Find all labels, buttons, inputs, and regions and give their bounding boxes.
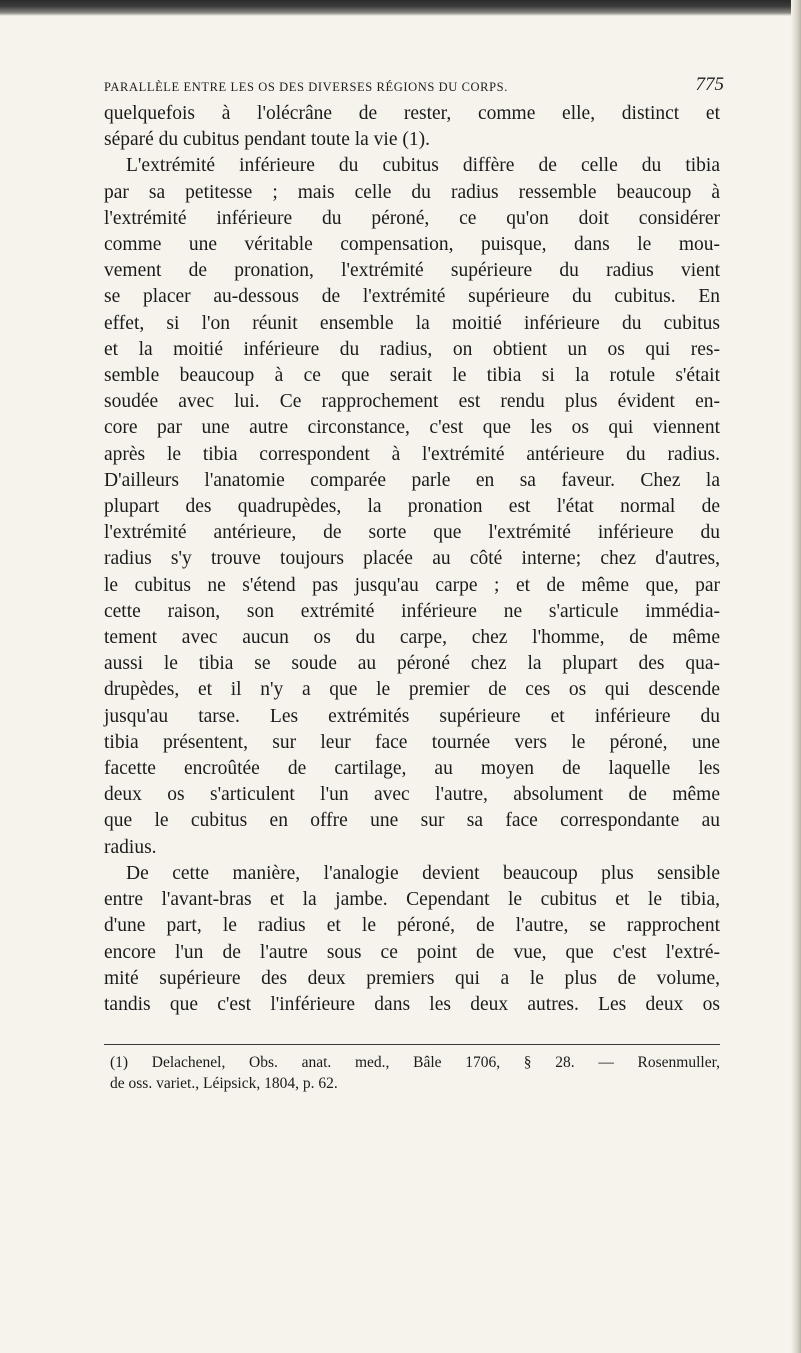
text-line: plupart des quadrupèdes, la pronation est l'état normal de: [104, 496, 720, 518]
text-line: après le tibia correspondent à l'extrémité antérieure du radius.: [104, 443, 720, 465]
text-line: vement de pronation, l'extrémité supérieure du radius vient: [104, 260, 720, 282]
page-number: 775: [695, 74, 724, 95]
text-line: semble beaucoup à ce que serait le tibia si la rotule s'était: [104, 365, 720, 387]
text-line: facette encroûtée de cartilage, au moyen de laquelle les: [104, 758, 720, 780]
text-line: core par une autre circonstance, c'est que les os qui viennent: [104, 417, 720, 439]
text-line: d'une part, le radius et le péroné, de l'autre, se rapprochent: [104, 915, 720, 937]
text-line: soudée avec lui. Ce rapprochement est rendu plus évident en-: [104, 391, 720, 413]
text-line: cette raison, son extrémité inférieure ne s'articule immédia-: [104, 600, 720, 622]
text-line: drupèdes, et il n'y a que le premier de ces os qui descende: [104, 679, 720, 701]
text-line: effet, si l'on réunit ensemble la moitié inférieure du cubitus: [104, 312, 720, 334]
text-line: que le cubitus en offre une sur sa face correspondante au: [104, 810, 720, 832]
text-line: séparé du cubitus pendant toute la vie (1).: [104, 129, 430, 151]
text-line: entre l'avant-bras et la jambe. Cependant le cubitus et le tibia,: [104, 889, 720, 911]
text-line: l'extrémité antérieure, de sorte que l'extrémité inférieure du: [104, 522, 720, 544]
text-line: radius s'y trouve toujours placée au côté interne; chez d'autres,: [104, 548, 720, 570]
text-line: le cubitus ne s'étend pas jusqu'au carpe ; et de même que, par: [104, 574, 720, 596]
body-text: [104, 101, 720, 1018]
text-line: l'extrémité inférieure du péroné, ce qu'on doit considérer: [104, 207, 720, 229]
text-line: radius.: [104, 836, 157, 858]
text-line: aussi le tibia se soude au péroné chez la plupart des qua-: [104, 653, 720, 675]
footnote-rule: [104, 1044, 720, 1045]
text-line: tandis que c'est l'inférieure dans les deux autres. Les deux os: [104, 993, 720, 1015]
text-line: D'ailleurs l'anatomie comparée parle en sa faveur. Chez la: [104, 469, 720, 491]
page-header: [104, 74, 724, 100]
text-line: par sa petitesse ; mais celle du radius ressemble beaucoup à: [104, 181, 720, 203]
footnote: [110, 1052, 720, 1094]
text-line: quelquefois à l'olécrâne de rester, comme elle, distinct et: [104, 103, 720, 124]
text-line: tibia présentent, sur leur face tournée vers le péroné, une: [104, 731, 720, 753]
text-line: L'extrémité inférieure du cubitus diffère de celle du tibia: [126, 155, 720, 177]
page-top-edge: [0, 0, 801, 16]
text-line: jusqu'au tarse. Les extrémités supérieure et inférieure du: [104, 705, 720, 727]
page-right-edge: [791, 0, 801, 1353]
text-line: et la moitié inférieure du radius, on obtient un os qui res-: [104, 338, 720, 360]
footnote-line: (1) Delachenel, Obs. anat. med., Bâle 1706, § 28. — Rosenmuller,: [110, 1054, 720, 1071]
text-line: encore l'un de l'autre sous ce point de vue, que c'est l'extré-: [104, 941, 720, 963]
running-head: PARALLÈLE ENTRE LES OS DES DIVERSES RÉGIONS DU CORPS.: [104, 80, 508, 94]
text-line: tement avec aucun os du carpe, chez l'homme, de même: [104, 627, 720, 649]
text-line: De cette manière, l'analogie devient beaucoup plus sensible: [126, 862, 720, 884]
text-line: deux os s'articulent l'un avec l'autre, absolument de même: [104, 784, 720, 806]
text-line: mité supérieure des deux premiers qui a le plus de volume,: [104, 967, 720, 989]
text-line: se placer au-dessous de l'extrémité supérieure du cubitus. En: [104, 286, 720, 308]
footnote-line: de oss. variet., Léipsick, 1804, p. 62.: [110, 1075, 338, 1092]
text-line: comme une véritable compensation, puisque, dans le mou-: [104, 234, 720, 256]
